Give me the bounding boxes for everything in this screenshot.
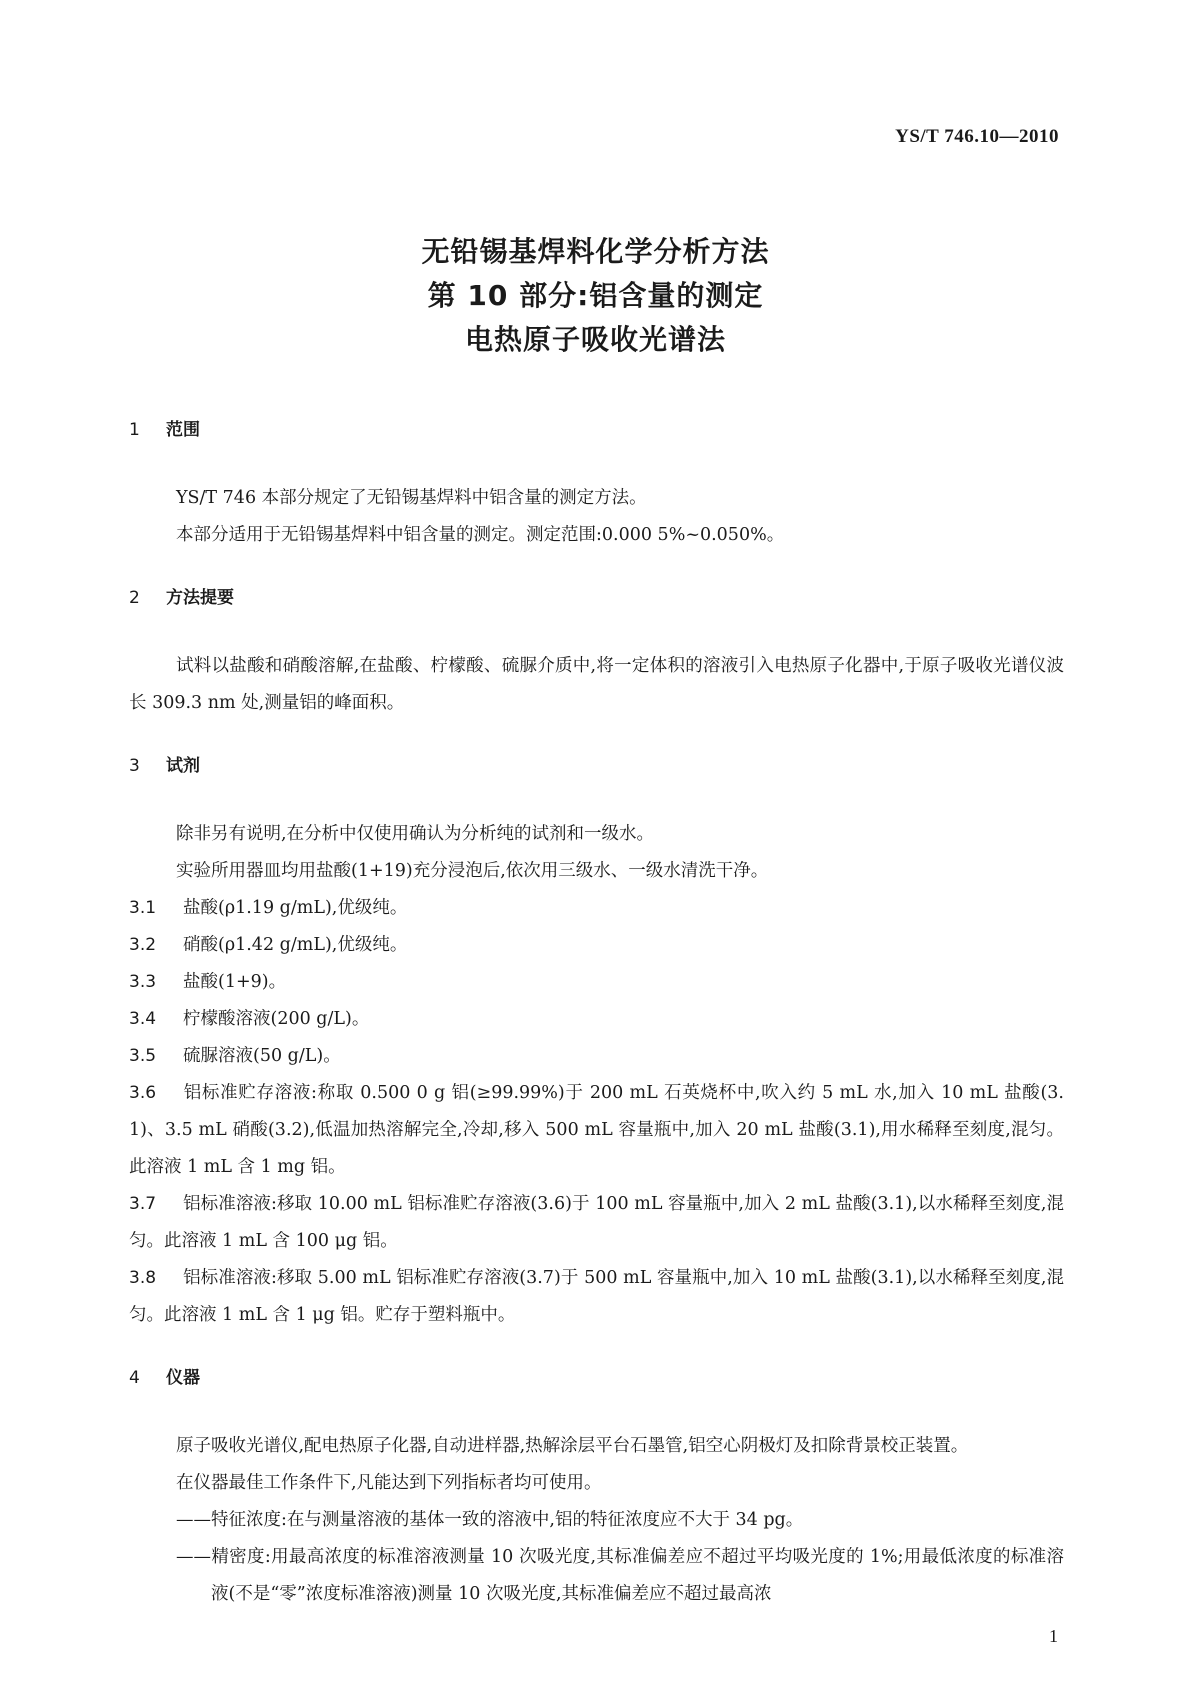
section-4-dash-item-2: ——精密度:用最高浓度的标准溶液测量 10 次吸光度,其标准偏差应不超过平均吸光度的 1%;用最低浓度的标准溶液(不是“零”浓度标准溶液)测量 10 次吸光度,其标准偏差应不超过最高浓 xyxy=(176,1547,1064,1604)
section-number: 1 xyxy=(129,420,140,440)
reagent-item-3-8 xyxy=(129,1260,1064,1334)
section-number: 2 xyxy=(129,588,140,608)
title-line-2: 第 10 部分:铝含量的测定 xyxy=(427,279,764,312)
section-3-paragraph-1: 除非另有说明,在分析中仅使用确认为分析纯的试剂和一级水。 xyxy=(176,824,655,844)
section-3-paragraph-2: 实验所用器皿均用盐酸(1+19)充分浸泡后,依次用三级水、一级水清洗干净。 xyxy=(176,861,769,881)
reagent-item-3-5 xyxy=(129,1038,1064,1075)
page-number: 1 xyxy=(1049,1626,1058,1646)
item-number: 3.1 xyxy=(129,898,157,918)
item-number: 3.7 xyxy=(129,1194,157,1214)
section-2-heading xyxy=(129,586,1064,610)
item-text: 硝酸(ρ1.42 g/mL),优级纯。 xyxy=(183,935,408,955)
section-number: 3 xyxy=(129,756,140,776)
section-2-paragraph-1: 试料以盐酸和硝酸溶解,在盐酸、柠檬酸、硫脲介质中,将一定体积的溶液引入电热原子化器中,于原子吸收光谱仪波长 309.3 nm 处,测量铝的峰面积。 xyxy=(129,656,1064,713)
item-text: 柠檬酸溶液(200 g/L)。 xyxy=(183,1009,370,1029)
item-text: 盐酸(1+9)。 xyxy=(183,972,287,992)
reagent-item-3-2 xyxy=(129,927,1064,964)
reagent-item-3-7 xyxy=(129,1186,1064,1260)
section-title: 试剂 xyxy=(166,756,200,776)
item-number: 3.3 xyxy=(129,972,157,992)
document-title xyxy=(0,230,1191,362)
item-text: 铝标准贮存溶液:称取 0.500 0 g 铝(≥99.99%)于 200 mL 石英烧杯中,吹入约 5 mL 水,加入 10 mL 盐酸(3.1)、3.5 mL 硝酸(3.2),低温加热溶解完全,冷却,移入 500 mL 容量瓶中,加入 20 mL 盐酸(3.1),用水稀释至刻度,混匀。此溶液 1 mL 含 1 mg 铝。 xyxy=(129,1083,1064,1177)
section-4-heading xyxy=(129,1366,1064,1390)
reagent-item-3-6 xyxy=(129,1075,1064,1186)
reagent-item-3-3 xyxy=(129,964,1064,1001)
item-text: 铝标准溶液:移取 10.00 mL 铝标准贮存溶液(3.6)于 100 mL 容量瓶中,加入 2 mL 盐酸(3.1),以水稀释至刻度,混匀。此溶液 1 mL 含 100 μg 铝。 xyxy=(129,1194,1064,1251)
section-4-dash-item-1: ——特征浓度:在与测量溶液的基体一致的溶液中,铝的特征浓度应不大于 34 pg。 xyxy=(176,1510,804,1530)
reagent-item-3-1 xyxy=(129,890,1064,927)
section-title: 仪器 xyxy=(166,1368,200,1388)
title-line-3: 电热原子吸收光谱法 xyxy=(464,323,726,356)
item-number: 3.8 xyxy=(129,1268,157,1288)
document-body xyxy=(129,418,1064,1613)
section-title: 方法提要 xyxy=(166,588,234,608)
item-number: 3.4 xyxy=(129,1009,157,1029)
document-code: YS/T 746.10—2010 xyxy=(895,126,1059,147)
section-4-paragraph-2: 在仪器最佳工作条件下,凡能达到下列指标者均可使用。 xyxy=(176,1473,602,1493)
item-number: 3.2 xyxy=(129,935,157,955)
section-4-paragraph-1: 原子吸收光谱仪,配电热原子化器,自动进样器,热解涂层平台石墨管,铝空心阴极灯及扣除背景校正装置。 xyxy=(176,1436,969,1456)
section-1-paragraph-2: 本部分适用于无铅锡基焊料中铝含量的测定。测定范围:0.000 5%~0.050%。 xyxy=(176,525,785,545)
item-text: 铝标准溶液:移取 5.00 mL 铝标准贮存溶液(3.7)于 500 mL 容量瓶中,加入 10 mL 盐酸(3.1),以水稀释至刻度,混匀。此溶液 1 mL 含 1 μg 铝。贮存于塑料瓶中。 xyxy=(129,1268,1064,1325)
item-number: 3.5 xyxy=(129,1046,157,1066)
section-title: 范围 xyxy=(166,420,200,440)
item-text: 硫脲溶液(50 g/L)。 xyxy=(183,1046,341,1066)
title-line-1: 无铅锡基焊料化学分析方法 xyxy=(421,235,770,268)
item-number: 3.6 xyxy=(129,1083,157,1103)
section-number: 4 xyxy=(129,1368,140,1388)
section-1-heading xyxy=(129,418,1064,442)
item-text: 盐酸(ρ1.19 g/mL),优级纯。 xyxy=(183,898,408,918)
section-1-paragraph-1: YS/T 746 本部分规定了无铅锡基焊料中铝含量的测定方法。 xyxy=(176,488,647,508)
section-3-heading xyxy=(129,754,1064,778)
reagent-item-3-4 xyxy=(129,1001,1064,1038)
